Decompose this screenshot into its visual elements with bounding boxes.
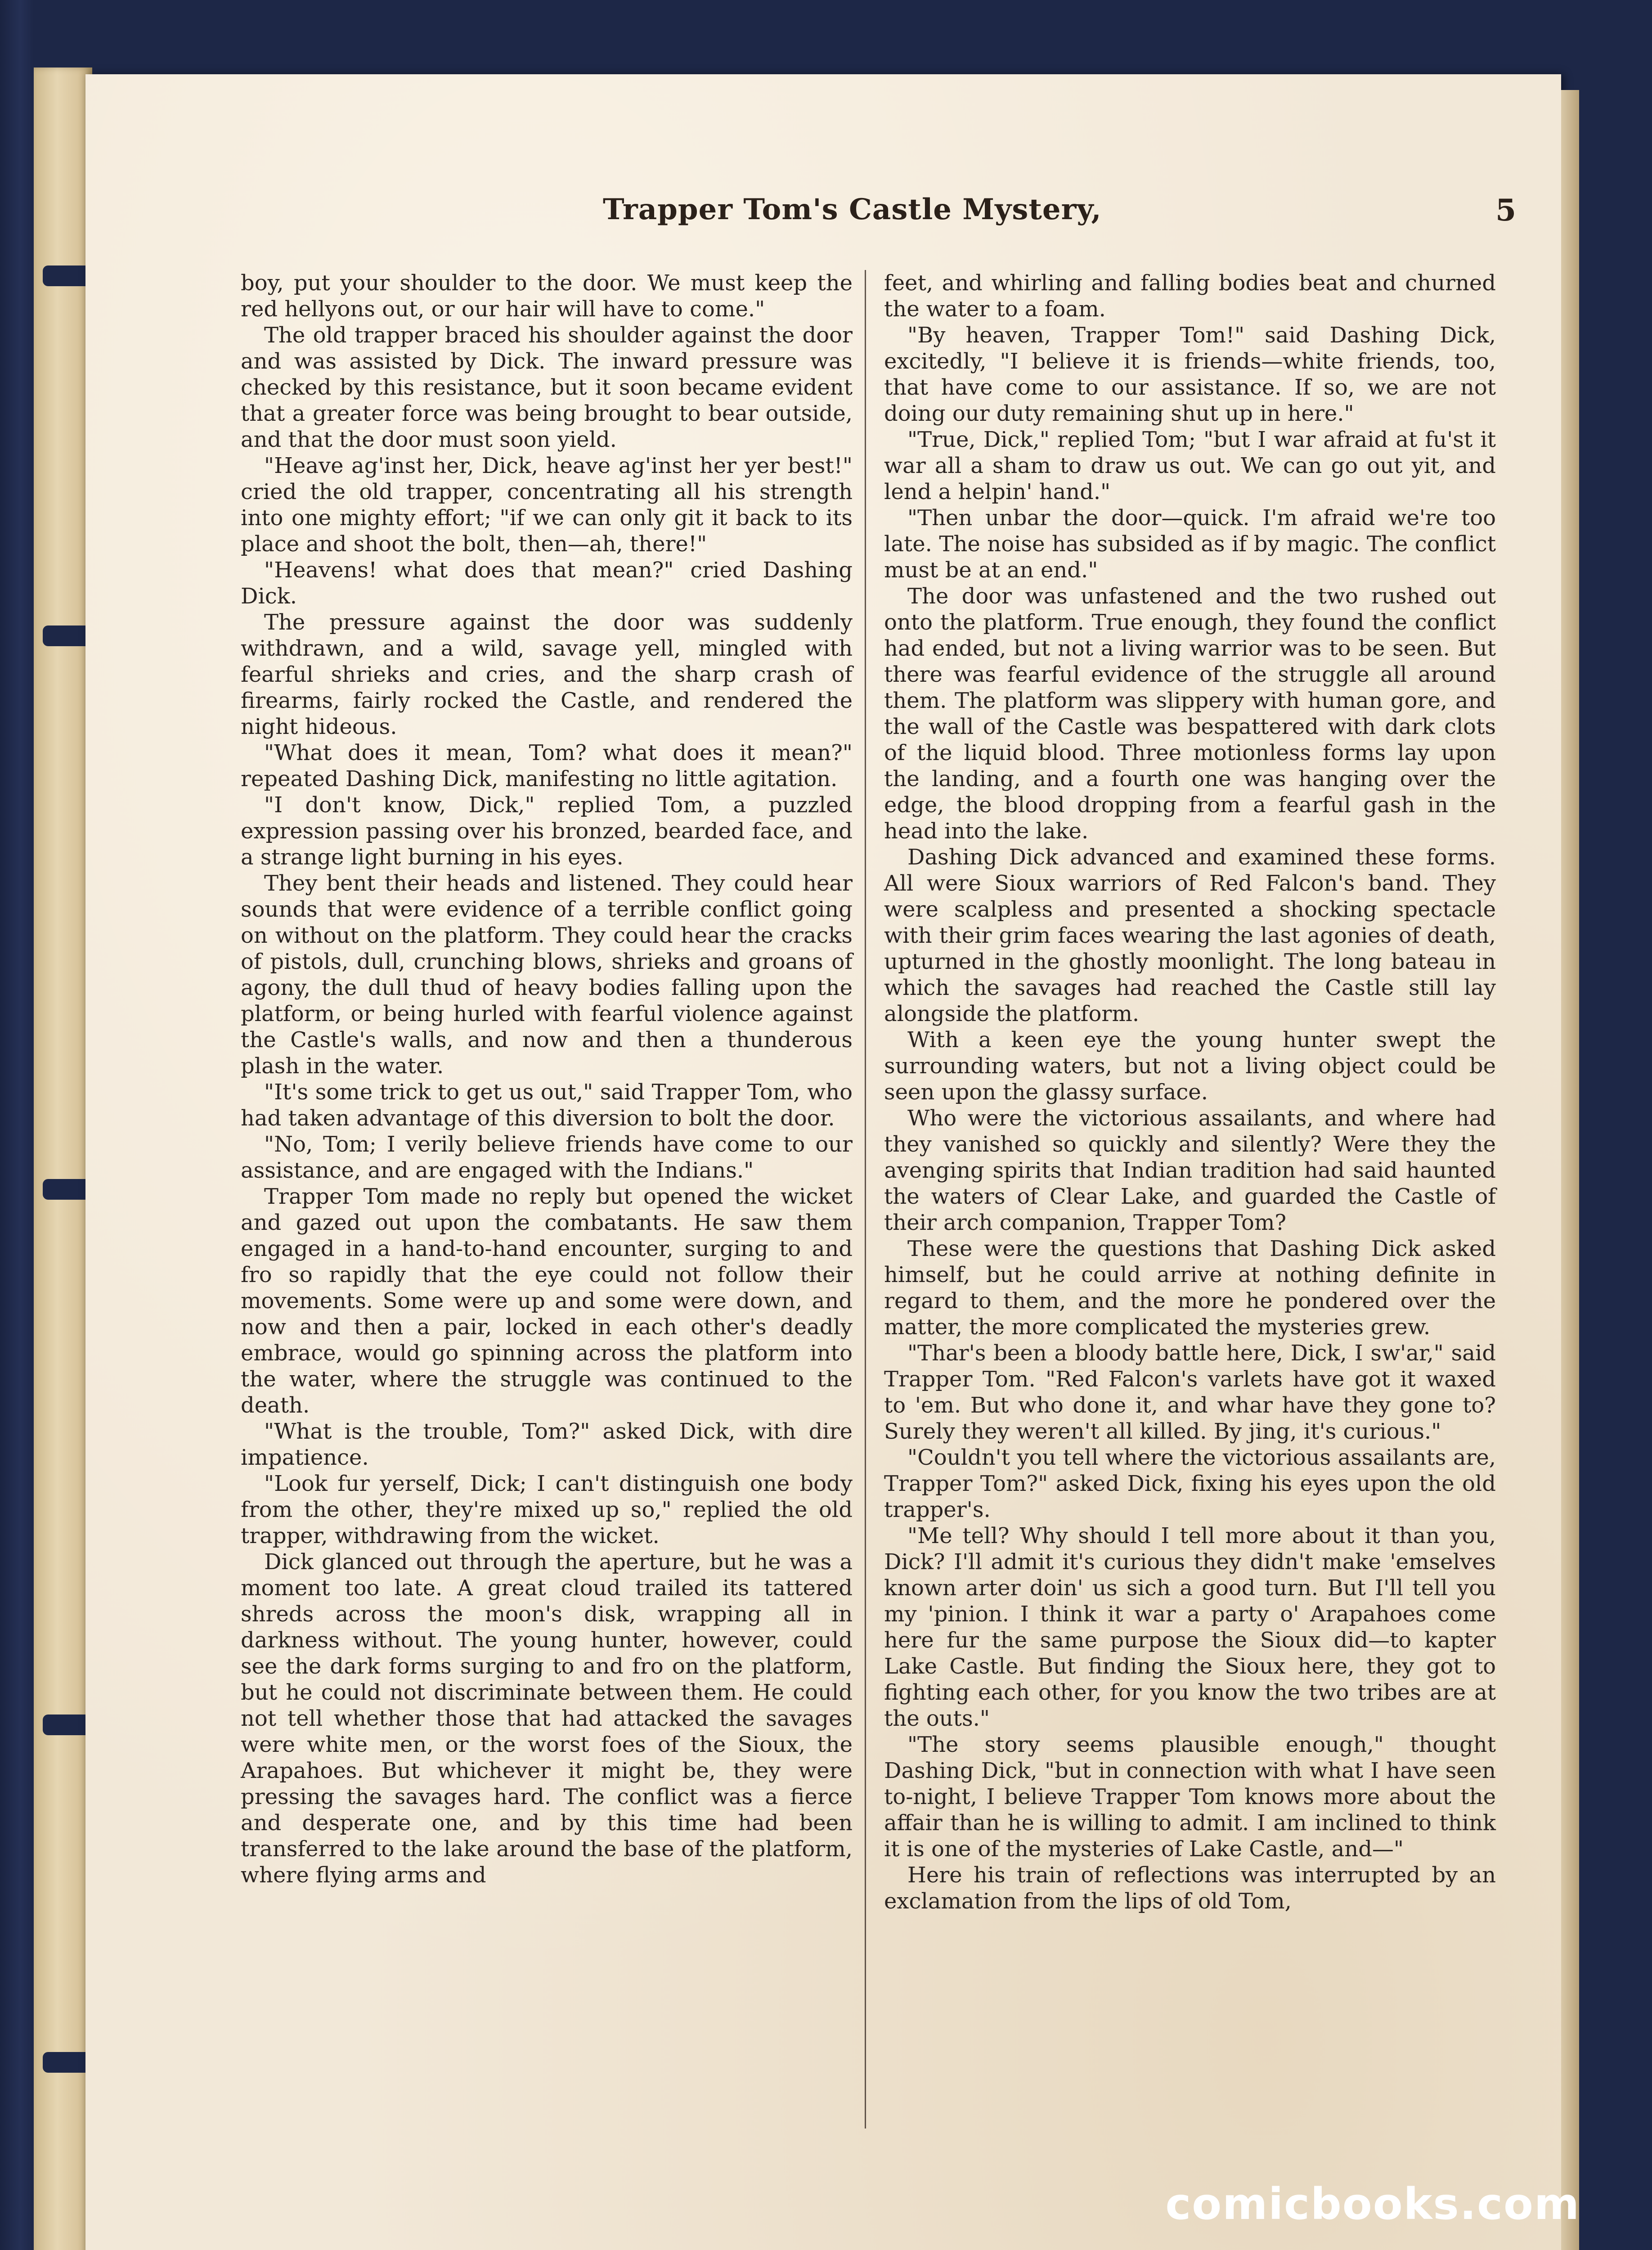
- paragraph: feet, and whirling and falling bodies beat and churned the water to a foam.: [884, 270, 1496, 322]
- paragraph: The door was unfastened and the two rushed out onto the platform. True enough, they found the conflict had ended, but not a living warrior was to be seen. But there was fearful evidence of the struggle all around them. The platform was slippery with human gore, and the wall of the Castle was bespattered with dark clots of the liquid blood. Three motionless forms lay upon the landing, and a fourth one was hanging over the edge, the blood dropping from a fearful gash in the head into the lake.: [884, 584, 1496, 844]
- watermark: comicbooks.com: [1165, 2179, 1580, 2229]
- page-edge: [1561, 90, 1579, 2250]
- paragraph: Trapper Tom made no reply but opened the wicket and gazed out upon the combatants. He saw them engaged in a hand-to-hand encounter, surging to and fro so rapidly that the eye could not follow their movements. Some were up and some were down, and now and then a pair, locked in each other's deadly embrace, would go spinning across the platform into the water, where the struggle was continued to the death.: [241, 1184, 853, 1418]
- paragraph: The old trapper braced his shoulder against the door and was assisted by Dick. The inward pressure was checked by this resistance, but it soon became evident that a greater force was being brought to bear outside, and that the door must soon yield.: [241, 323, 853, 452]
- column-divider: [865, 270, 866, 2128]
- paragraph: Who were the victorious assailants, and where had they vanished so quickly and silently? Were they the avenging spirits that Indian tradition had said haunted the waters of Clear Lake, and guarded the Castle of their arch companion, Trapper Tom?: [884, 1106, 1496, 1235]
- paragraph: "Heavens! what does that mean?" cried Dashing Dick.: [241, 558, 853, 609]
- paragraph: "The story seems plausible enough," thought Dashing Dick, "but in connection with what I have seen to-night, I believe Trapper Tom knows more about the affair than he is willing to admit. I am inclined to think it is one of the mysteries of Lake Castle, and—": [884, 1732, 1496, 1862]
- paragraph: "What is the trouble, Tom?" asked Dick, with dire impatience.: [241, 1419, 853, 1470]
- paragraph: "No, Tom; I verily believe friends have come to our assistance, and are engaged with the Indians.": [241, 1132, 853, 1183]
- paragraph: "By heaven, Trapper Tom!" said Dashing Dick, excitedly, "I believe it is friends—white friends, too, that have come to our assistance. If so, we are not doing our duty remaining shut up in here.": [884, 323, 1496, 426]
- paragraph: Dashing Dick advanced and examined these forms. All were Sioux warriors of Red Falcon's band. They were scalpless and presented a shocking spectacle with their grim faces wearing the last agonies of death, upturned in the ghostly moonlight. The long bateau in which the savages had reached the Castle still lay alongside the platform.: [884, 845, 1496, 1026]
- paragraph: Here his train of reflections was interrupted by an exclamation from the lips of old Tom,: [884, 1863, 1496, 1914]
- paragraph: "I don't know, Dick," replied Tom, a puzzled expression passing over his bronzed, bearded face, and a strange light burning in his eyes.: [241, 792, 853, 870]
- binding-hole: [43, 626, 92, 646]
- paragraph: The pressure against the door was suddenly withdrawn, and a wild, savage yell, mingled with fearful shrieks and cries, and the sharp crash of firearms, fairly rocked the Castle, and rendered the night hideous.: [241, 610, 853, 739]
- text-column-right: [884, 270, 1496, 1914]
- paragraph: Dick glanced out through the aperture, but he was a moment too late. A great cloud trailed its tattered shreds across the moon's disk, wrapping all in darkness without. The young hunter, however, could see the dark forms surging to and fro on the platform, but he could not discriminate between them. He could not tell whether those that had attacked the savages were white men, or the worst foes of the Sioux, the Arapahoes. But whichever it might be, they were pressing the savages hard. The conflict was a fierce and desperate one, and by this time had been transferred to the lake around the base of the platform, where flying arms and: [241, 1549, 853, 1888]
- binding-hole: [43, 1179, 92, 1200]
- paragraph: "Me tell? Why should I tell more about it than you, Dick? I'll admit it's curious they didn't make 'emselves known arter doin' us sich a good turn. But I'll tell you my 'pinion. I think it war a party o' Arapahoes come here fur the same purpose the Sioux did—to kapter Lake Castle. But finding the Sioux here, they got to fighting each other, for you know the two tribes are at the outs.": [884, 1523, 1496, 1731]
- paragraph: They bent their heads and listened. They could hear sounds that were evidence of a terrible conflict going on without on the platform. They could hear the cracks of pistols, dull, crunching blows, shrieks and groans of agony, the dull thud of heavy bodies falling upon the platform, or being hurled with fearful violence against the Castle's walls, and now and then a thunderous plash in the water.: [241, 871, 853, 1079]
- running-title: Trapper Tom's Castle Mystery,: [603, 193, 1102, 226]
- paragraph: "Look fur yerself, Dick; I can't distinguish one body from the other, they're mixed up so," replied the old trapper, withdrawing from the wicket.: [241, 1471, 853, 1548]
- paragraph: "Then unbar the door—quick. I'm afraid we're too late. The noise has subsided as if by magic. The conflict must be at an end.": [884, 505, 1496, 583]
- page-number: 5: [1495, 193, 1516, 228]
- book-cover-edge: [0, 0, 34, 2250]
- paragraph: With a keen eye the young hunter swept the surrounding waters, but not a living object could be seen upon the glassy surface.: [884, 1027, 1496, 1105]
- paragraph: "What does it mean, Tom? what does it mean?" repeated Dashing Dick, manifesting no little agitation.: [241, 740, 853, 792]
- paragraph: "True, Dick," replied Tom; "but I war afraid at fu'st it war all a sham to draw us out. We can go out yit, and lend a helpin' hand.": [884, 427, 1496, 504]
- paragraph: These were the questions that Dashing Dick asked himself, but he could arrive at nothing definite in regard to them, and the more he pondered over the matter, the more complicated the mysteries grew.: [884, 1236, 1496, 1340]
- paragraph: "Heave ag'inst her, Dick, heave ag'inst her yer best!" cried the old trapper, concentrating all his strength into one mighty effort; "if we can only git it back to its place and shoot the bolt, then—ah, there!": [241, 453, 853, 557]
- book-spine: [34, 68, 92, 2250]
- text-column-left: [241, 270, 853, 1888]
- page-header: [148, 189, 1516, 243]
- binding-hole: [43, 1714, 92, 1735]
- paragraph: boy, put your shoulder to the door. We must keep the red hellyons out, or our hair will have to come.": [241, 270, 853, 322]
- binding-hole: [43, 2052, 92, 2073]
- paragraph: "Couldn't you tell where the victorious assailants are, Trapper Tom?" asked Dick, fixing his eyes upon the old trapper's.: [884, 1445, 1496, 1522]
- binding-hole: [43, 266, 92, 286]
- paragraph: "Thar's been a bloody battle here, Dick, I sw'ar," said Trapper Tom. "Red Falcon's varlets have got it waxed to 'em. But who done it, and whar have they gone to? Surely they weren't all killed. By jing, it's curious.": [884, 1341, 1496, 1444]
- paragraph: "It's some trick to get us out," said Trapper Tom, who had taken advantage of this diversion to bolt the door.: [241, 1080, 853, 1131]
